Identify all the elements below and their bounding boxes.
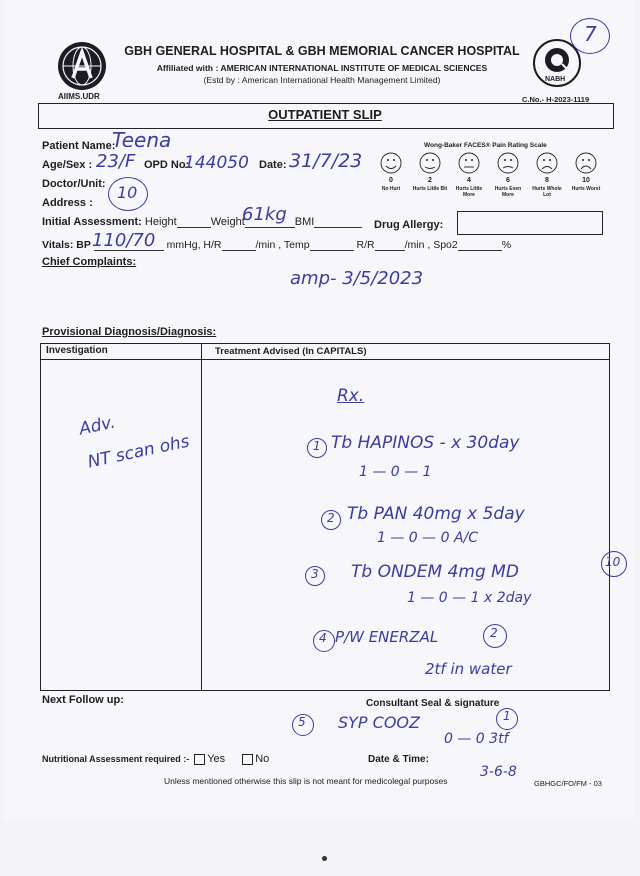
rx-3-mark: 10 [605,555,621,569]
nutrition-no-label: No [255,753,270,765]
paper-dot [322,856,327,861]
height-line [177,227,211,228]
pain-score-6: 6 [506,177,510,184]
datetime-value: 3-6-8 [480,764,517,780]
rx-2-line2: 1 — 0 — 0 A/C [377,530,479,546]
opd-value: 144050 [184,153,249,173]
form-code: GBHGC/FO/FM - 03 [534,779,602,788]
hr-line [222,250,256,251]
investigation-treatment-table [40,343,621,691]
outpatient-slip-paper [4,0,634,820]
weight-label: Weight [210,216,245,228]
nutrition-yes-label: Yes [207,753,226,765]
bp-value: 110/70 [92,230,156,251]
date-value: 31/7/23 [289,150,363,172]
rx-4-num: 4 [319,631,327,645]
rx-1-num: 1 [313,439,321,453]
bp-unit: mmHg, H/R [166,239,222,251]
patient-name-value: Teena [112,128,172,152]
rx-4-extra: 2 [490,626,498,640]
vitals-label: Vitals: BP [42,239,91,251]
syrup-extra: 1 [503,709,511,723]
hr-unit: /min , Temp [255,239,310,251]
rx-3-line1: Tb ONDEM 4mg MD [351,562,519,582]
table-column-divider [201,344,202,690]
rr-unit: /min , Spo2 [404,239,458,251]
pain-score-0: 0 [389,177,393,184]
height-label: Height [144,216,177,228]
spo2-line [458,250,502,251]
hospital-name: GBH GENERAL HOSPITAL & GBH MEMORIAL CANCER HOSPITAL [124,44,520,58]
rx-3-num: 3 [311,567,319,581]
investigation-note-2: NT scan ohs [86,431,192,473]
pain-label-0: No Hurt [381,186,401,192]
agesex-value: 23/F [96,151,136,172]
slip-title: OUTPATIENT SLIP [268,107,382,122]
pain-label-10: Hurts Worst [571,186,601,192]
pain-faces-icon [378,152,608,176]
initial-assessment-label: Initial Assessment: [42,216,142,228]
spo2-unit: % [501,239,512,251]
nutrition-yes-checkbox[interactable] [194,754,205,765]
datetime-label: Date & Time: [368,754,429,765]
pain-score-4: 4 [467,177,471,184]
investigation-header: Investigation [46,345,108,356]
pain-label-4: Hurts Little More [455,186,483,198]
chief-complaints-value: amp- 3/5/2023 [290,268,424,289]
diagnosis-label: Provisional Diagnosis/Diagnosis: [42,326,217,338]
rx-1-line1: Tb HAPINOS - x 30day [331,433,520,453]
page-mark: 7 [584,22,597,46]
pain-score-2: 2 [428,177,432,184]
doctor-value: 10 [117,183,138,202]
next-followup-label: Next Follow up: [42,694,124,706]
address-label: Address : [42,197,93,209]
syrup-num: 5 [298,715,306,729]
drug-allergy-label: Drug Allergy: [374,219,444,231]
rx-3-line2: 1 — 0 — 1 x 2day [407,590,532,606]
opd-label: OPD No: [144,159,190,171]
rx-2-num: 2 [327,511,335,525]
aiims-logo [56,40,108,92]
pain-scale-title: Wong-Baker FACES® Pain Rating Scale [424,142,547,149]
nutrition-no-checkbox[interactable] [242,754,253,765]
syrup-line: SYP COOZ [338,713,420,732]
treatment-header: Treatment Advised (In CAPITALS) [215,346,367,357]
patient-name-label: Patient Name: [42,140,116,152]
consultant-label: Consultant Seal & signature [366,698,500,709]
rx-4-line2: 2tf in water [425,660,512,678]
rx-2-line1: Tb PAN 40mg x 5day [347,504,525,524]
syrup-dose: 0 — 0 3tf [444,731,509,747]
weight-line [245,227,295,228]
pain-label-2: Hurts Little Bit [412,186,448,192]
investigation-note-1: Adv. [77,412,118,440]
pain-label-8: Hurts Whole Lot [532,186,562,198]
rx-1-line2: 1 — 0 — 1 [359,464,432,480]
bmi-line [314,227,362,228]
pain-score-8: 8 [545,177,549,184]
nutrition-row [42,753,269,765]
pain-scale [378,152,608,210]
pain-label-6: Hurts Even More [494,186,522,198]
rr-line [375,250,405,251]
rx-label: Rx. [337,386,365,406]
rx-4-line1: P/W ENERZAL [335,628,439,646]
rr-label: R/R [356,239,375,251]
logo-left-caption: AIIMS.UDR [58,92,100,101]
temp-line [310,250,354,251]
certificate-no: C.No.- H-2023-1119 [522,95,590,104]
table-header-divider [41,359,609,360]
date-label: Date: [259,159,287,171]
agesex-label: Age/Sex : [42,159,93,171]
initial-assessment-row [42,216,362,228]
chief-complaints-label: Chief Complaints: [42,256,137,268]
pain-score-10: 10 [582,177,590,184]
logo-right-caption: NABH [545,76,566,83]
established: (Estd by : American International Health Management Limited) [203,75,441,85]
weight-value: 61kg [242,204,287,225]
affiliation: Affiliated with : AMERICAN INTERNATIONAL INSTITUTE OF MEDICAL SCIENCES [156,63,488,73]
disclaimer: Unless mentioned otherwise this slip is not meant for medicolegal purposes [164,776,448,786]
drug-allergy-box [457,211,603,235]
bmi-label: BMI [294,216,315,228]
nutrition-label: Nutritional Assessment required :- [42,754,190,764]
doctor-label: Doctor/Unit: [42,178,106,190]
